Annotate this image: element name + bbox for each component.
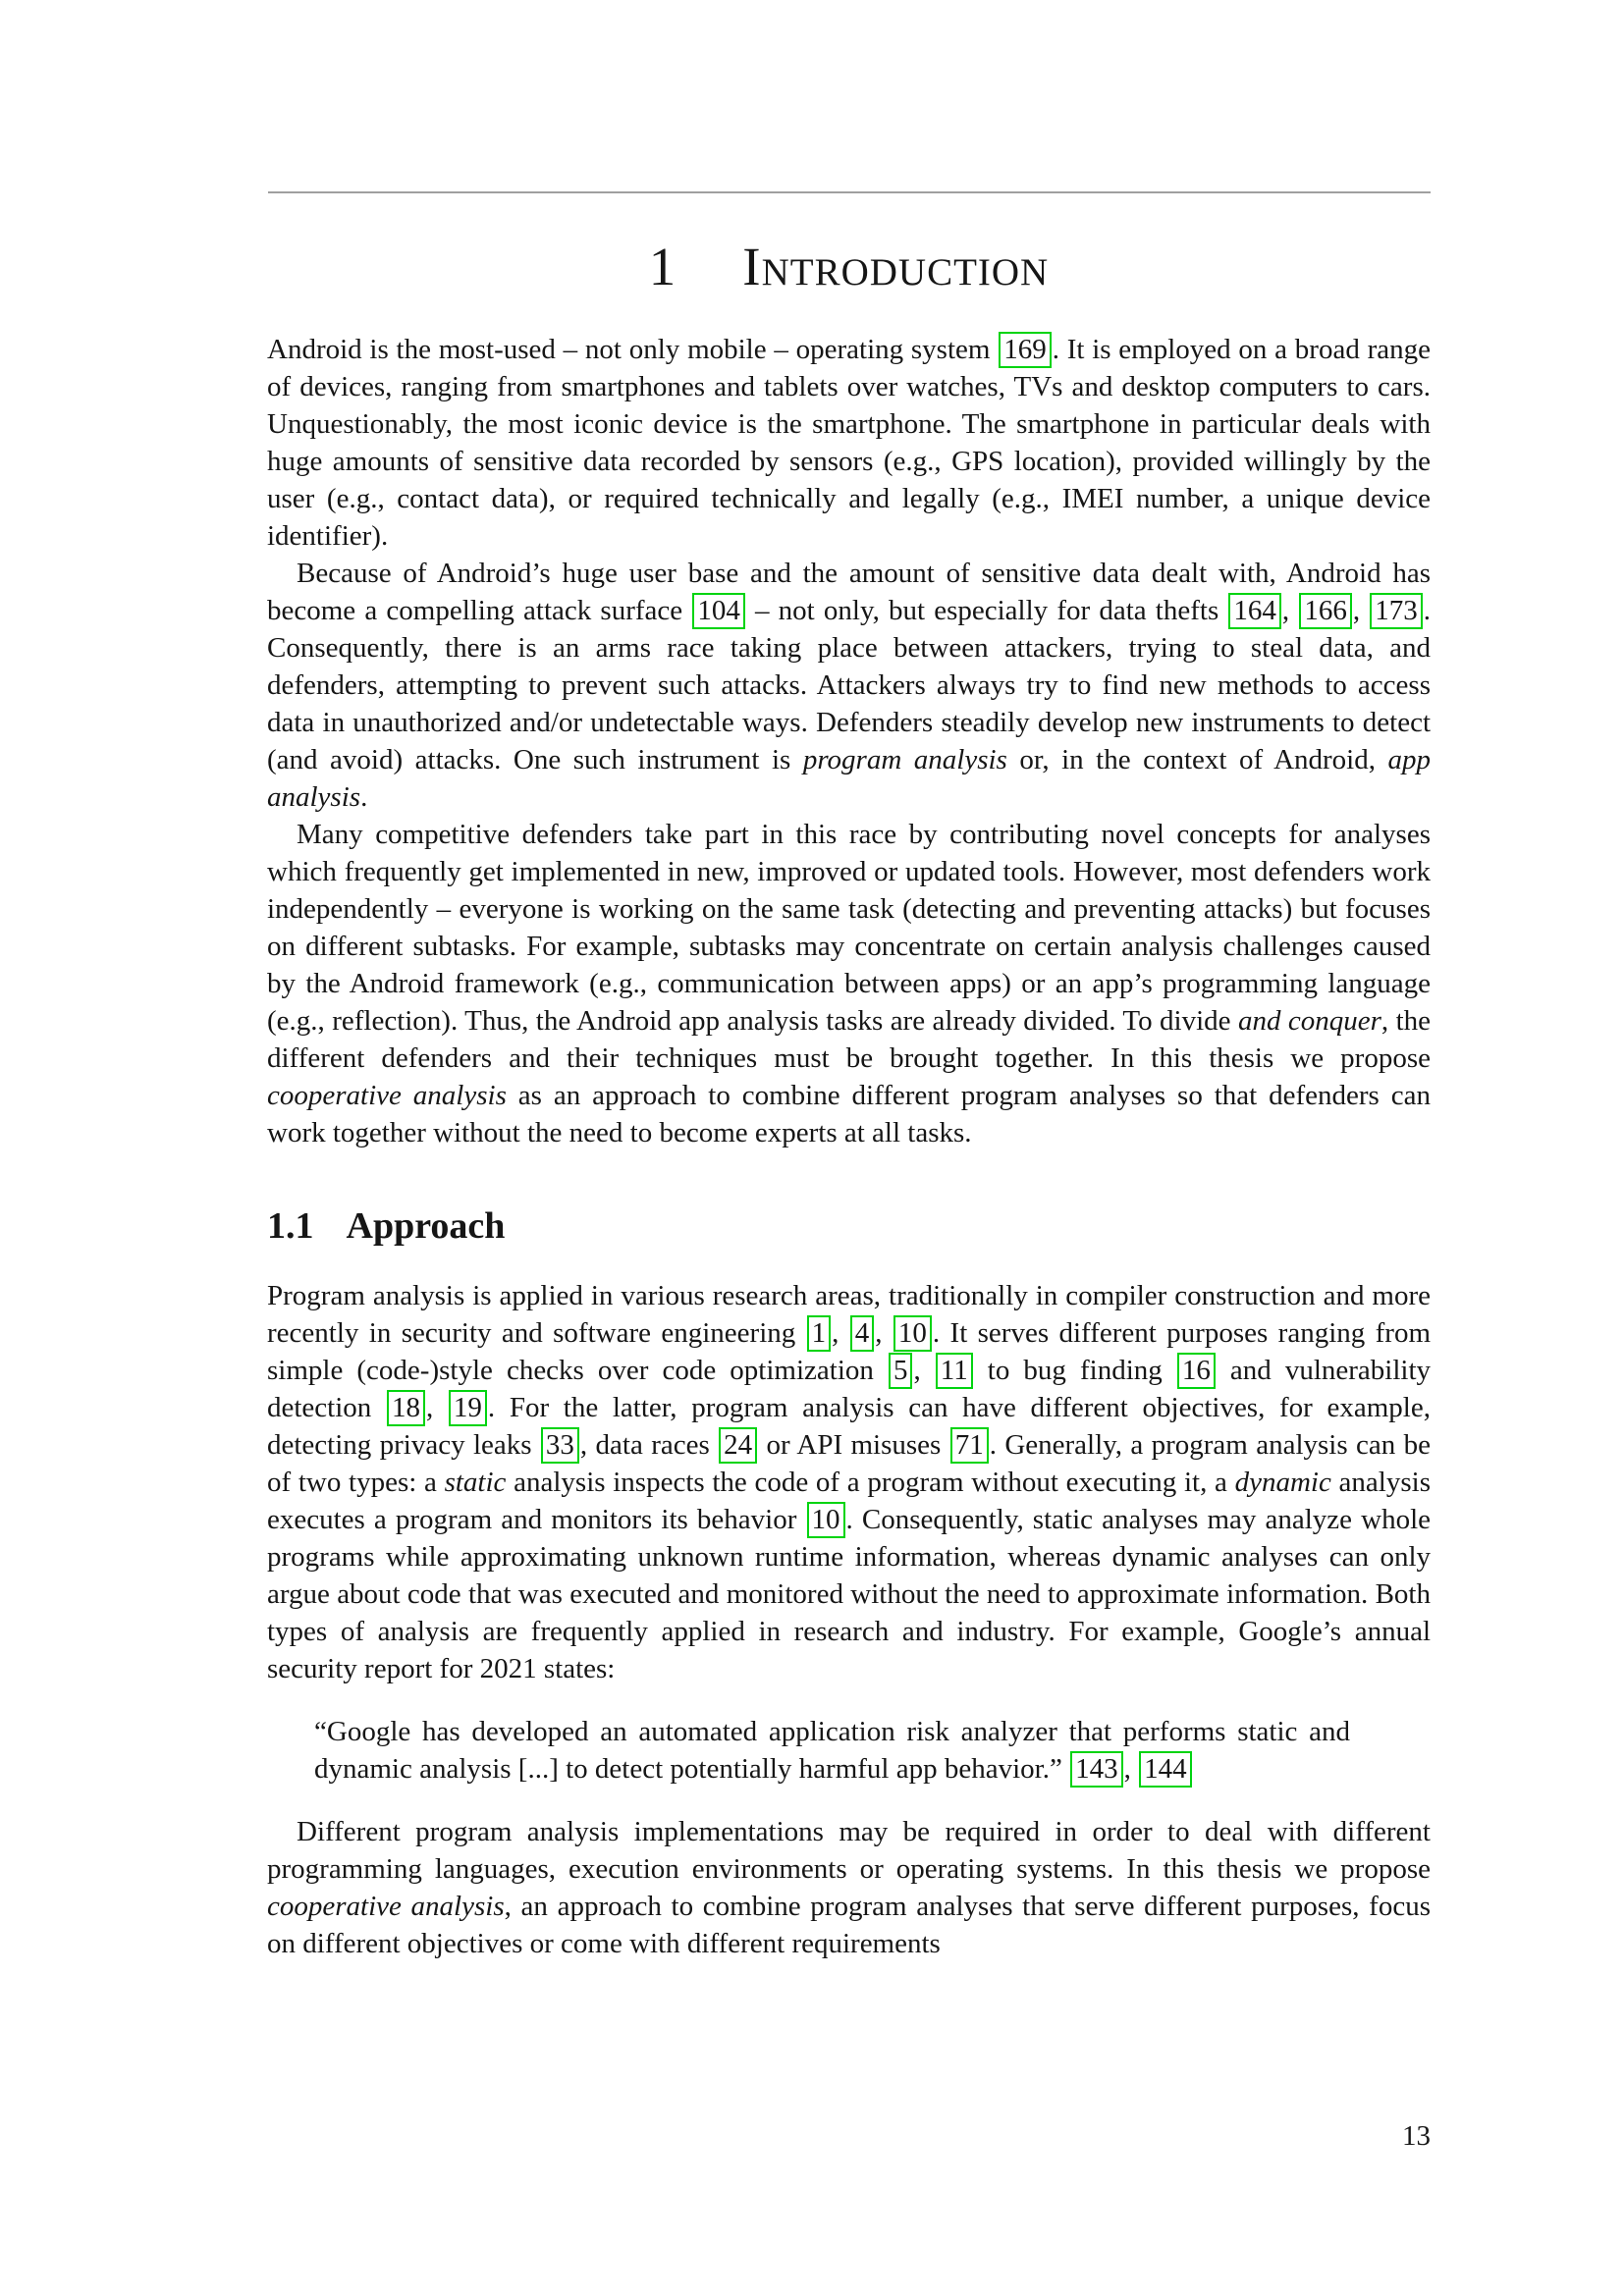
- body-text: as an approach to combine different program analyses so that defenders can work together without the need to become experts at all tasks.: [267, 1079, 1431, 1148]
- body-text: ,: [425, 1391, 448, 1423]
- body-text: ,: [1123, 1752, 1139, 1785]
- emphasis-text: static: [444, 1466, 507, 1498]
- section-number: 1.1: [267, 1204, 314, 1247]
- emphasis-text: dynamic: [1234, 1466, 1331, 1498]
- citation-link[interactable]: 144: [1139, 1751, 1192, 1788]
- body-text: ,: [832, 1316, 849, 1349]
- body-text: or, in the context of Android,: [1006, 743, 1388, 775]
- body-text: , the different defenders and their techniques must be brought together. In this thesis we propose: [267, 1004, 1431, 1074]
- body-text: , data races: [579, 1428, 719, 1461]
- body-text: to bug finding: [973, 1354, 1176, 1386]
- chapter-number: 1: [648, 237, 677, 296]
- citation-link[interactable]: 169: [999, 332, 1052, 368]
- text-column: [267, 0, 1431, 1962]
- emphasis-text: program analysis: [802, 743, 1007, 775]
- citation-link[interactable]: 19: [449, 1390, 487, 1426]
- body-text: . It is employed on a broad range of devices, ranging from smartphones and tablets over watches, TVs and desktop computers to cars. Unquestionably, the most iconic device is the smartphone. The smartphone in particular deals with huge amounts of sensitive data recorded by sensors (e.g., GPS location), provided willingly by the user (e.g., contact data), or required technically and legally (e.g., IMEI number, a unique device identifier).: [267, 333, 1431, 552]
- citation-link[interactable]: 4: [850, 1315, 875, 1352]
- citation-link[interactable]: 166: [1299, 593, 1352, 629]
- body-text: . Generally, a program analysis can be of two types: a: [267, 1428, 1431, 1498]
- emphasis-text: app analysis: [267, 743, 1431, 813]
- body-text: and vulnerability detection: [267, 1354, 1432, 1423]
- body-text: ,: [1352, 594, 1370, 626]
- chapter-title: [267, 0, 1431, 295]
- page-number: 13: [1402, 2120, 1431, 2152]
- body-text: Many competitive defenders take part in this race by contributing novel concepts for analyses which frequently get implemented in new, improved or updated tools. However, most defenders work independently – everyone is working on the same task (detecting and preventing attacks) but focuses on different subtasks. For example, subtasks may concentrate on certain analysis challenges caused by the Android framework (e.g., communication between apps) or an app’s programming language (e.g., reflection). Thus, the Android app analysis tasks are already divided. To divide: [267, 818, 1431, 1037]
- body-text: or API misuses: [758, 1428, 949, 1461]
- body-text: ,: [875, 1316, 893, 1349]
- body-text: Because of Android’s huge user base and the amount of sensitive data dealt with, Android has become a compelling attack surface: [267, 557, 1431, 626]
- emphasis-text: cooperative analysis: [267, 1890, 505, 1922]
- citation-link[interactable]: 10: [807, 1502, 845, 1538]
- citation-link[interactable]: 1: [807, 1315, 832, 1352]
- body-text: . For the latter, program analysis can have different objectives, for example, detecting privacy leaks: [267, 1391, 1431, 1461]
- body-text: ,: [913, 1354, 935, 1386]
- paragraph: [267, 1813, 1431, 1962]
- citation-link[interactable]: 33: [541, 1427, 579, 1464]
- emphasis-text: cooperative analysis: [267, 1079, 507, 1111]
- citation-link[interactable]: 71: [950, 1427, 989, 1464]
- body-text: ,: [1281, 594, 1299, 626]
- section-title: Approach: [346, 1204, 506, 1247]
- citation-link[interactable]: 143: [1070, 1751, 1123, 1788]
- citation-link[interactable]: 5: [889, 1353, 913, 1389]
- emphasis-text: and conquer: [1237, 1004, 1381, 1037]
- chapter-title-text: Introduction: [742, 237, 1050, 296]
- body-text: Android is the most-used – not only mobile – operating system: [267, 333, 999, 365]
- body-text: Program analysis is applied in various research areas, traditionally in compiler construction and more recently in security and software engineering: [267, 1279, 1431, 1349]
- body-text: – not only, but especially for data thefts: [745, 594, 1228, 626]
- page-content: [267, 331, 1431, 1962]
- citation-link[interactable]: 24: [719, 1427, 757, 1464]
- block-quote: [267, 1713, 1431, 1788]
- paragraph: [267, 816, 1431, 1151]
- body-text: analysis executes a program and monitors its behavior: [267, 1466, 1431, 1535]
- section-heading: [267, 1206, 1431, 1248]
- citation-link[interactable]: 104: [692, 593, 745, 629]
- body-text: , an approach to combine program analyses that serve different purposes, focus on different objectives or come with different requirements: [267, 1890, 1431, 1959]
- paragraph: [267, 1277, 1431, 1687]
- citation-link[interactable]: 10: [893, 1315, 932, 1352]
- paragraph: [267, 555, 1431, 816]
- body-text: Different program analysis implementations may be required in order to deal with different programming languages, execution environments or operating systems. In this thesis we propose: [267, 1815, 1431, 1885]
- citation-link[interactable]: 11: [936, 1353, 973, 1389]
- body-text: analysis inspects the code of a program without executing it, a: [506, 1466, 1235, 1498]
- citation-link[interactable]: 18: [387, 1390, 425, 1426]
- citation-link[interactable]: 16: [1177, 1353, 1216, 1389]
- paragraph: [267, 331, 1431, 555]
- body-text: . It serves different purposes ranging from simple (code-)style checks over code optimization: [267, 1316, 1432, 1386]
- citation-link[interactable]: 173: [1370, 593, 1423, 629]
- body-text: . Consequently, there is an arms race taking place between attackers, trying to steal data, and defenders, attempting to prevent such attacks. Attackers always try to find new methods to access data in unauthorized and/or undetectable ways. Defenders steadily develop new instruments to detect (and avoid) attacks. One such instrument is: [267, 594, 1431, 775]
- citation-link[interactable]: 164: [1228, 593, 1281, 629]
- body-text: “Google has developed an automated application risk analyzer that performs static and dynamic analysis [...] to detect potentially harmful app behavior.”: [314, 1715, 1350, 1785]
- body-text: .: [360, 780, 368, 813]
- body-text: . Consequently, static analyses may analyze whole programs while approximating unknown runtime information, whereas dynamic analyses can only argue about code that was executed and monitored without the need to approximate information. Both types of analysis are frequently applied in research and industry. For example, Google’s annual security report for 2021 states:: [267, 1503, 1431, 1684]
